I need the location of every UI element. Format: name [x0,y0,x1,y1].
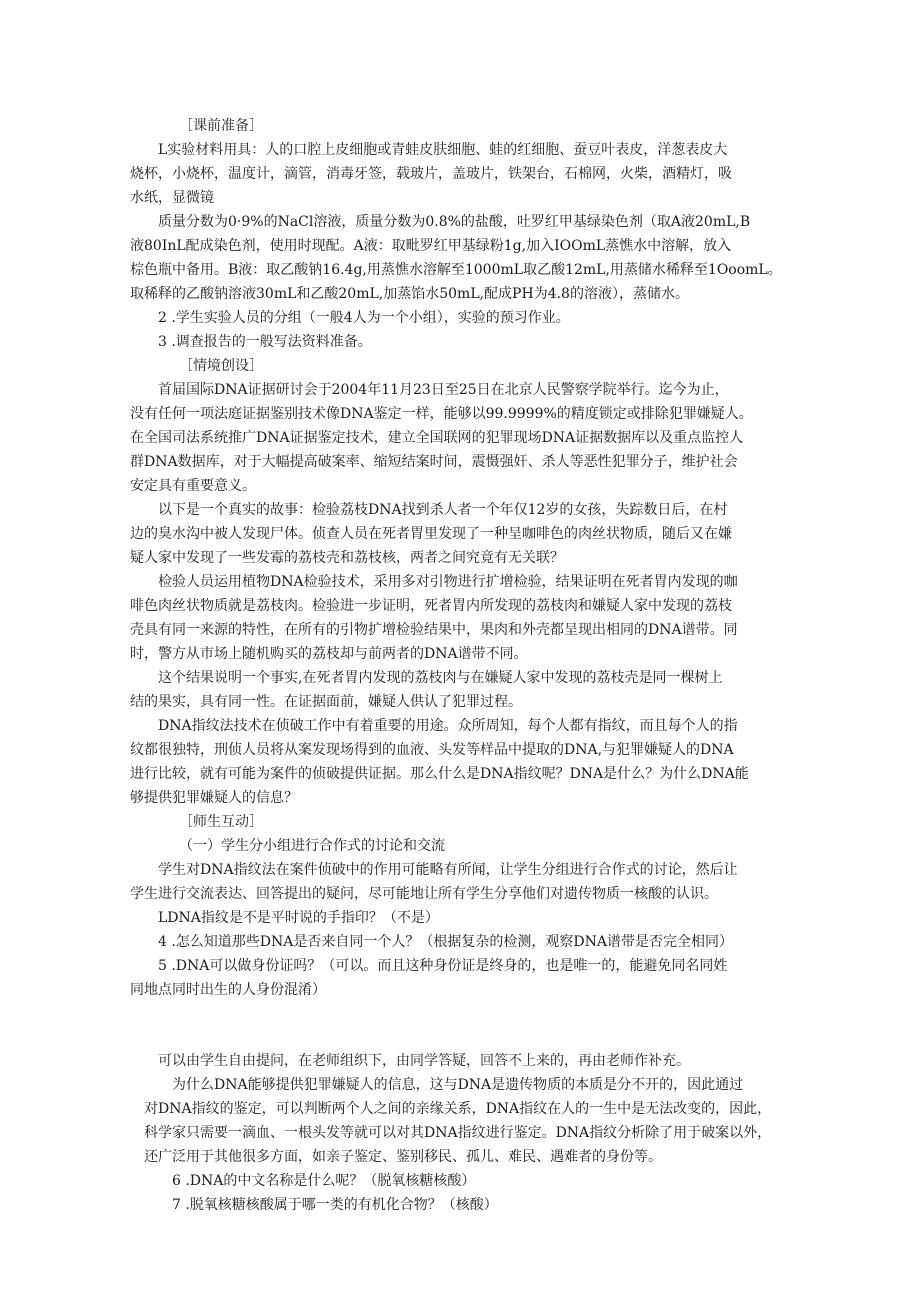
text-line: 水纸，显微镜 [130,190,214,206]
text-line: 学生进行交流表达、回答提出的疑问，尽可能地让所有学生分享他们对遗传物质一核酸的认识。 [130,886,718,902]
text-line: LDNA指纹是不是平时说的手指印？（不是） [130,910,439,926]
text-line: 6 .DNA的中文名称是什么呢？（脱氧核糖核酸） [130,1173,476,1189]
text-line: 边的臭水沟中被人发现尸体。侦查人员在死者胃里发现了一种呈咖啡色的肉丝状物质，随后又在嫌 [130,526,732,542]
text-line: 壳具有同一来源的特性，在所有的引物扩增检验结果中，果肉和外壳都呈现出相同的DNA谱带。同 [130,622,738,638]
text-line: 结的果实，具有同一性。在证据面前，嫌疑人供认了犯罪过程。 [130,694,522,710]
text-line: 质量分数为0·9%的NaCl溶液，质量分数为0.8%的盐酸，吐罗红甲基绿染色剂（取A液20mL,B [130,214,751,230]
text-line: 液80InL配成染色剂，使用时现配。A液：取毗罗红甲基绿粉1g,加入IOOmL蒸憔水中溶解，放入 [130,238,732,254]
text-line: （一）学生分小组进行合作式的讨论和交流 [130,838,445,854]
text-line: 可以由学生自由提问，在老师组织下，由同学答疑，回答不上来的，再由老师作补充。 [130,1053,690,1069]
text-line: 够提供犯罪嫌疑人的信息？ [130,790,298,806]
text-line: 首届国际DNA证据研讨会于2004年11月23日至25日在北京人民警察学院举行。迄今为止， [130,382,729,398]
text-line: 4 .怎么知道那些DNA是否来自同一个人？（根据复杂的检测，观察DNA谱带是否完全相同） [130,934,733,950]
text-line: 没有任何一项法庭证据鉴别技术像DNA鉴定一样，能够以99.9999%的精度锁定或排除犯罪嫌疑人。 [130,406,753,422]
text-line: L实验材料用具：人的口腔上皮细胞或青蛙皮肤细胞、蛙的红细胞、蚕豆叶表皮，洋葱表皮大 [130,142,728,158]
text-line: 安定具有重要意义。 [130,478,256,494]
text-line: 棕色瓶中备用。B液：取乙酸钠16.4g,用蒸憔水溶解至1000mL取乙酸12mL,用蒸储水稀释至1OoomL。 [130,262,782,278]
text-line: 5 .DNA可以做身份证吗？（可以。而且这种身份证是终身的，也是唯一的，能避免同名同姓 [130,958,728,974]
text-line: 3 .调查报告的一般写法资料准备。 [130,334,372,350]
text-line: 啡色肉丝状物质就是荔枝肉。检验进一步证明，死者胃内所发现的荔枝肉和嫌疑人家中发现的荔枝 [130,598,732,614]
text-line: 还广泛用于其他很多方面，如亲子鉴定、鉴别移民、孤儿、难民、遇难者的身份等。 [130,1149,662,1165]
text-line: 为什么DNA能够提供犯罪嫌疑人的信息，这与DNA是遗传物质的本质是分不开的，因此通过 [130,1077,744,1093]
text-line: 进行比较，就有可能为案件的侦破提供证据。那么什么是DNA指纹呢？DNA是什么？为什么DNA能 [130,766,749,782]
text-line: 同地点同时出生的人身份混淆） [130,982,326,998]
text-line: 对DNA指纹的鉴定，可以判断两个人之间的亲缘关系，DNA指纹在人的一生中是无法改变的，因此， [130,1101,772,1117]
text-line: 纹都很独特，刑侦人员将从案发现场得到的血液、头发等样品中提取的DNA,与犯罪嫌疑人的DNA [130,742,734,758]
text-block-continued [130,1049,794,1217]
text-block-main [130,114,794,1002]
text-line: ［情境创设］ [130,358,263,374]
text-line: 群DNA数据库，对于大幅提高破案率、缩短结案时间，震慑强奸、杀人等恶性犯罪分子，维护社会 [130,454,738,470]
text-line: 2 .学生实验人员的分组（一般4人为一个小组），实验的预习作业。 [130,310,570,326]
text-line: DNA指纹法技术在侦破工作中有着重要的用途。众所周知，每个人都有指纹，而且每个人的指 [130,718,738,734]
text-line: 在全国司法系统推广DNA证据鉴定技术，建立全国联网的犯罪现场DNA证据数据库以及重点监控人 [130,430,744,446]
text-line: ［师生互动］ [130,814,263,830]
text-line: 7 .脱氧核糖核酸属于哪一类的有机化合物？（核酸） [130,1197,498,1213]
text-line: 取稀释的乙酸钠溶液30mL和乙酸20mL,加蒸馅水50mL,配成PH为4.8的溶液），蒸储水。 [130,286,689,302]
text-line: 烧杯，小烧杯，温度计，滴管，消毒牙签，载玻片，盖玻片，铁架台，石棉网，火柴，酒精灯，吸 [130,166,732,182]
text-line: 检验人员运用植物DNA检验技术，采用多对引物进行扩增检验，结果证明在死者胃内发现的咖 [130,574,738,590]
text-line: 学生对DNA指纹法在案件侦破中的作用可能略有所闻，让学生分组进行合作式的讨论，然后让 [130,862,738,878]
text-line: ［课前准备］ [130,118,263,134]
text-line: 科学家只需要一滴血、一根头发等就可以对其DNA指纹进行鉴定。DNA指纹分析除了用于破案以外， [130,1125,772,1141]
text-line: 这个结果说明一个事实,在死者胃内发现的荔枝肉与在嫌疑人家中发现的荔枝壳是同一棵树上 [130,670,723,686]
text-line: 以下是一个真实的故事：检验荔枝DNA找到杀人者一个年仅12岁的女孩，失踪数日后，在村 [130,502,728,518]
text-line: 疑人家中发现了一些发霉的荔枝壳和荔枝核，两者之间究竟有无关联？ [130,550,564,566]
text-line: 时，警方从市场上随机购买的荔枝却与前两者的DNA谱带不同。 [130,646,528,662]
